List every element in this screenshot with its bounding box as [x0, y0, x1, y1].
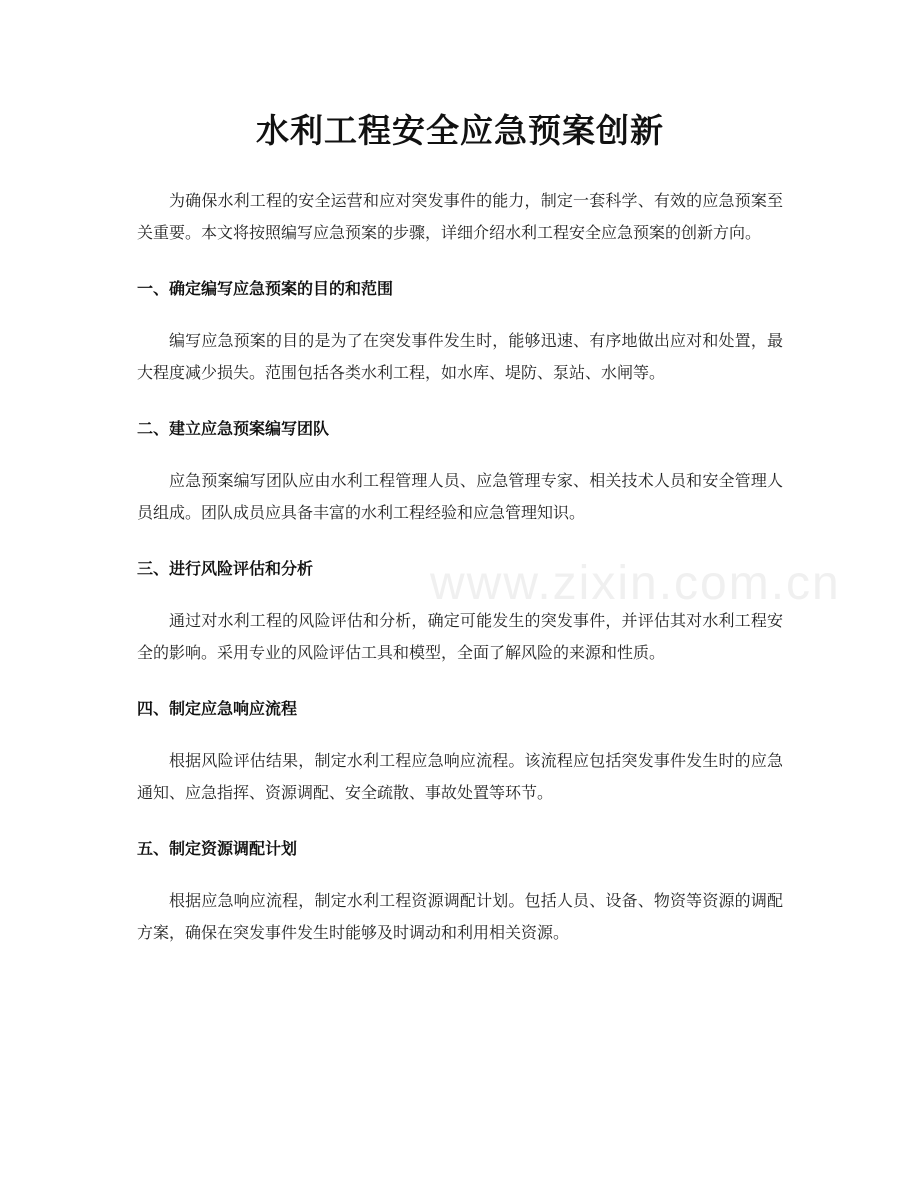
section-body-1: 编写应急预案的目的是为了在突发事件发生时，能够迅速、有序地做出应对和处置，最大程度减少损失。范围包括各类水利工程，如水库、堤防、泵站、水闸等。	[137, 331, 783, 382]
document-body	[137, 185, 783, 977]
document-title: 水利工程安全应急预案创新	[256, 111, 664, 150]
section-heading-1: 一、确定编写应急预案的目的和范围	[137, 279, 394, 298]
section-heading-2: 二、建立应急预案编写团队	[137, 419, 330, 438]
section-body-3: 通过对水利工程的风险评估和分析，确定可能发生的突发事件，并评估其对水利工程安全的影响。采用专业的风险评估工具和模型，全面了解风险的来源和性质。	[137, 611, 783, 662]
section-heading-5: 五、制定资源调配计划	[137, 839, 298, 858]
section-heading-3: 三、进行风险评估和分析	[137, 559, 314, 578]
section-body-5: 根据应急响应流程，制定水利工程资源调配计划。包括人员、设备、物资等资源的调配方案，确保在突发事件发生时能够及时调动和利用相关资源。	[137, 891, 783, 942]
intro-paragraph: 为确保水利工程的安全运营和应对突发事件的能力，制定一套科学、有效的应急预案至关重要。本文将按照编写应急预案的步骤，详细介绍水利工程安全应急预案的创新方向。	[137, 191, 783, 242]
section-body-2: 应急预案编写团队应由水利工程管理人员、应急管理专家、相关技术人员和安全管理人员组成。团队成员应具备丰富的水利工程经验和应急管理知识。	[137, 471, 783, 522]
section-heading-4: 四、制定应急响应流程	[137, 699, 298, 718]
section-body-4: 根据风险评估结果，制定水利工程应急响应流程。该流程应包括突发事件发生时的应急通知、应急指挥、资源调配、安全疏散、事故处置等环节。	[137, 751, 783, 802]
watermark-text: www.zixin.com.cn	[430, 557, 841, 610]
